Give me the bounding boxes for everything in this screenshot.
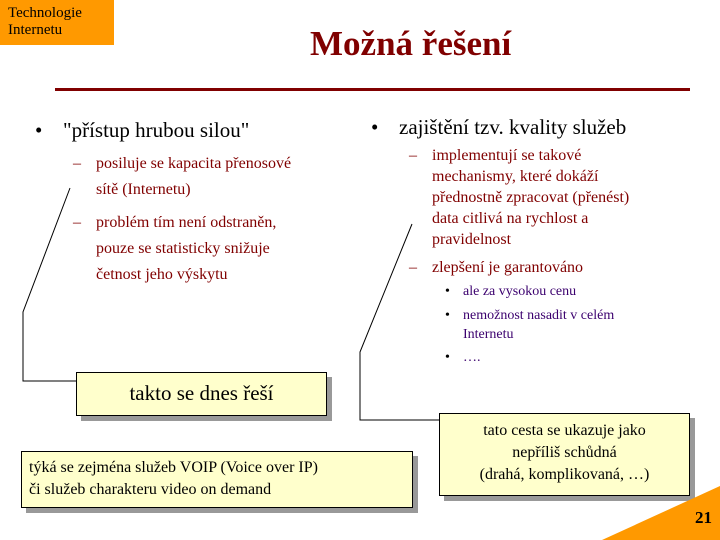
right-sub-2 — [409, 257, 702, 278]
left-sub-2-line1: problém tím není odstraněn, — [96, 214, 277, 231]
right-sub-1 — [409, 145, 702, 250]
right-sub-2-item-1 — [445, 282, 703, 301]
right-sub-1-line2: mechanismy, které dokáží — [432, 168, 599, 185]
callout-line-left — [23, 188, 76, 381]
left-bullet-text: "přístup hrubou silou" — [63, 118, 250, 142]
left-sub-2 — [73, 210, 366, 288]
dash-glyph: – — [73, 155, 81, 172]
dash-glyph: – — [73, 214, 81, 231]
left-sub-1-line1: posiluje se kapacita přenosové — [96, 155, 292, 172]
left-bullet — [35, 118, 250, 143]
note-qos-line3: (drahá, komplikovaná, …) — [479, 466, 650, 483]
left-sub-1-line2: sítě (Internetu) — [96, 181, 191, 198]
left-sub-2-line3: četnost jeho výskytu — [96, 266, 228, 283]
right-sub-1-line3: přednostně zpracovat (přenést) — [432, 189, 630, 206]
note-current-solution: takto se dnes řeší — [76, 372, 327, 416]
note-qos-difficulty — [439, 413, 690, 496]
right-sub-1-line5: pravidelnost — [432, 231, 512, 248]
note-voip-line2: či služeb charakteru video on demand — [29, 481, 272, 498]
callout-line-right — [360, 224, 439, 420]
right-sub-2-item-2 — [445, 306, 703, 344]
page-number: 21 — [695, 508, 712, 527]
right-sub-2-item-3-line1: …. — [463, 350, 481, 365]
dash-glyph: – — [409, 147, 417, 164]
right-sub-1-line4: data citlivá na rychlost a — [432, 210, 589, 227]
bullet-glyph: • — [445, 350, 450, 365]
bullet-glyph: • — [35, 118, 43, 142]
dash-glyph: – — [409, 259, 417, 276]
right-sub-2-text: zlepšení je garantováno — [432, 259, 584, 276]
right-sub-2-item-2-line2: Internetu — [463, 327, 514, 342]
right-sub-2-item-1-line1: ale za vysokou cenu — [463, 284, 577, 299]
right-sub-2-item-2-line1: nemožnost nasadit v celém — [463, 308, 615, 323]
note-voip-line1: týká se zejména služeb VOIP (Voice over IP) — [29, 459, 318, 476]
right-bullet — [371, 115, 627, 140]
note-qos-line1: tato cesta se ukazuje jako — [483, 422, 646, 439]
right-bullet-text: zajištění tzv. kvality služeb — [399, 115, 627, 139]
bullet-glyph: • — [445, 308, 450, 323]
note-qos-line2: nepříliš schůdná — [512, 444, 617, 461]
bullet-glyph: • — [445, 284, 450, 299]
right-sub-2-item-3 — [445, 348, 703, 367]
slide-title: Možná řešení — [310, 24, 512, 63]
note-voip — [21, 451, 413, 508]
course-badge-line2: Internetu — [8, 22, 63, 38]
left-sub-2-line2: pouze se statisticky snižuje — [96, 240, 270, 257]
bullet-glyph: • — [371, 115, 379, 139]
course-badge-line1: Technologie — [8, 5, 82, 21]
right-sub-1-line1: implementují se takové — [432, 147, 582, 164]
left-sub-1 — [73, 153, 366, 200]
